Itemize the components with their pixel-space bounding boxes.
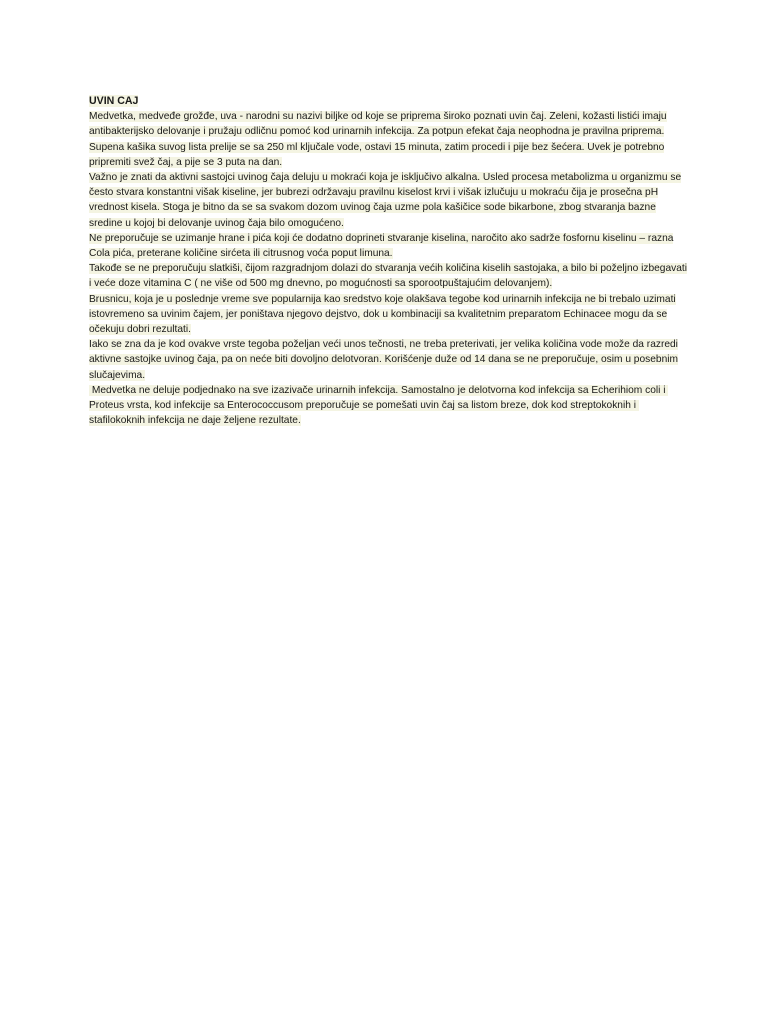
document-body — [89, 94, 689, 428]
paragraph-3: Ne preporučuje se uzimanje hrane i pića koji će dodatno doprineti stvaranje kiselina, naročito ako sadrže fosfornu kiselinu – razna Cola pića, preterane količine sirćeta ili citrusnog voća poput limuna. — [89, 232, 674, 260]
paragraph-6: Iako se zna da je kod ovakve vrste tegoba poželjan veći unos tečnosti, ne treba preterivati, jer velika količina vode može da razredi aktivne sastojke uvinog čaja, pa on neće biti dovoljno delotvoran. Korišćenje duže od 14 dana se ne preporučuje, osim u posebnim slučajevima. — [89, 339, 678, 381]
document-title: UVIN CAJ — [89, 95, 139, 107]
paragraph-1: Medvetka, medveđe grožđe, uva - narodni su nazivi biljke od koje se priprema široko poznati uvin čaj. Zeleni, kožasti listići imaju antibakterijsko delovanje i pružaju odličnu pomoć kod urinarnih infekcija. Za potpun efekat čaja neophodna je pravilna priprema. Supena kašika suvog lista prelije se sa 250 ml ključale vode, ostavi 15 minuta, zatim procedi i pije bez šećera. Uvek je potrebno pripremiti svež čaj, a pije se 3 puta na dan. — [89, 111, 667, 168]
paragraph-2: Važno je znati da aktivni sastojci uvinog čaja deluju u mokraći koja je isključivo alkalna. Usled procesa metabolizma u organizmu se često stvara konstantni višak kiseline, jer bubrezi održavaju pravilnu kiselost krvi i višak izlučuju u mokraću čija je prosečna pH vrednost kisela. Stoga je bitno da se sa svakom dozom uvinog čaja uzme pola kašičice sode bikarbone, zbog stvaranja bazne sredine u kojoj bi delovanje uvinog čaja bilo omogućeno. — [89, 172, 682, 229]
paragraph-7: Medvetka ne deluje podjednako na sve izazivače urinarnih infekcija. Samostalno je delotvorna kod infekcija sa Echerihiom coli i Proteus vrsta, kod infekcije sa Enterococcusom preporučuje se pomešati uvin čaj sa listom breze, dok kod streptokoknih i stafilokoknih infekcija ne daje željene rezultate. — [89, 384, 669, 427]
paragraph-5: Brusnicu, koja je u poslednje vreme sve popularnija kao sredstvo koje olakšava tegobe kod urinarnih infekcija ne bi trebalo uzimati istovremeno sa uvinim čajem, jer poništava njegovo dejstvo, dok u kombinaciji sa kvalitetnim preparatom Echinacee mogu da se očekuju dobri rezultati. — [89, 293, 676, 336]
paragraph-4: Takođe se ne preporučuju slatkiši, čijom razgradnjom dolazi do stvaranja većih količina kiselih sastojaka, a bilo bi poželjno izbegavati i veće doze vitamina C ( ne više od 500 mg dnevno, po mogućnosti sa sporootpuštajućim delovanjem). — [89, 263, 687, 290]
